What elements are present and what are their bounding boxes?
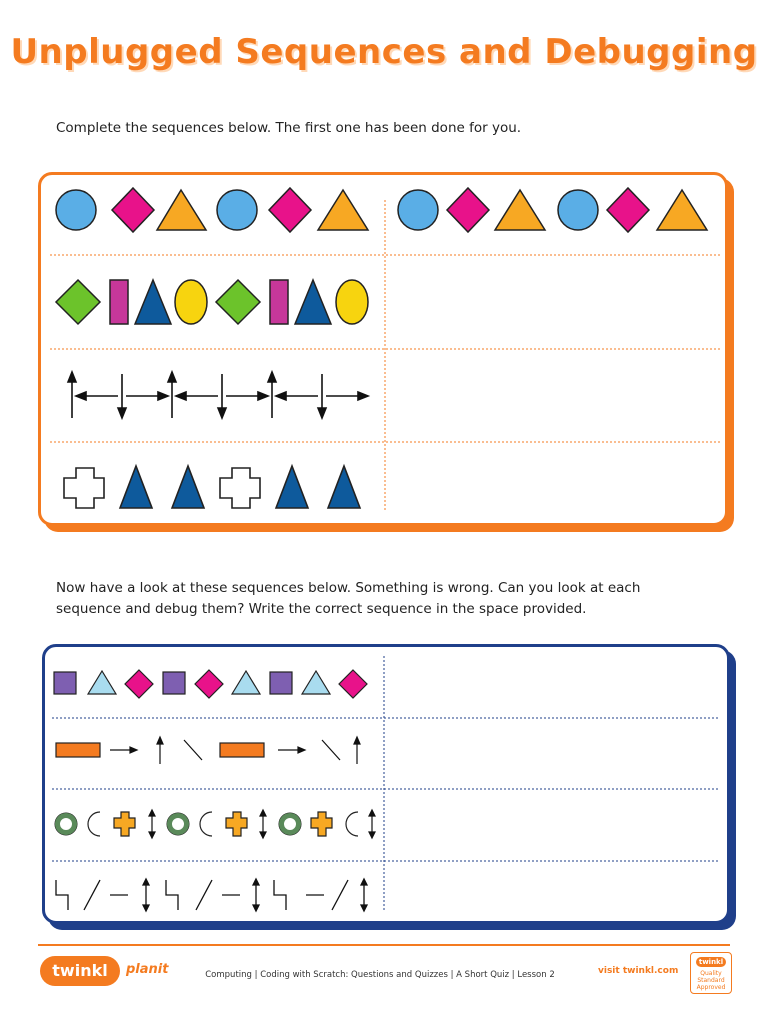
cross-shape: [114, 812, 135, 836]
ring-shape: [282, 816, 299, 833]
quality-standard-badge: [690, 952, 732, 994]
part2-row4-sequence: [56, 879, 367, 911]
cross-shape: [64, 468, 104, 508]
ring-shape: [170, 816, 187, 833]
instruction-debug-line1: Now have a look at these sequences below. Something is wrong. Can you look at each: [56, 580, 641, 596]
left-arrow: [176, 392, 218, 400]
triangle-shape: [135, 280, 171, 324]
triangle-shape: [276, 466, 308, 508]
diamond-shape: [125, 670, 153, 698]
part1-row1-sequence: [56, 188, 368, 232]
step-line: [274, 880, 286, 910]
diagonal-line: [322, 740, 340, 760]
right-arrow: [126, 392, 168, 400]
badge-logo: twinkl: [696, 957, 726, 967]
diamond-shape: [607, 188, 649, 232]
moon-shape: [346, 812, 358, 836]
moon-shape: [88, 812, 100, 836]
triangle-shape: [88, 671, 116, 694]
moon-shape: [200, 812, 212, 836]
rectangle-shape: [270, 280, 288, 324]
up-arrow: [157, 737, 163, 764]
triangle-shape: [295, 280, 331, 324]
page-title: Unplugged Sequences and Debugging: [10, 32, 758, 72]
updown-arrow: [260, 810, 266, 838]
cross-shape: [311, 812, 332, 836]
part2-row3-sequence: [55, 810, 375, 838]
triangle-shape: [157, 190, 206, 230]
diamond-shape: [269, 188, 311, 232]
up-arrow: [354, 737, 360, 764]
step-line: [56, 880, 68, 910]
part1-row4-sequence: [64, 466, 360, 508]
triangle-shape: [232, 671, 260, 694]
triangle-shape: [328, 466, 360, 508]
ring-shape: [58, 816, 75, 833]
footer-divider: [38, 944, 730, 946]
down-arrow: [318, 374, 326, 418]
right-arrow: [226, 392, 268, 400]
diamond-shape: [216, 280, 260, 324]
left-arrow: [276, 392, 318, 400]
right-arrow: [278, 747, 305, 753]
diagonal-line: [184, 740, 202, 760]
square-shape: [163, 672, 185, 694]
badge-text: Quality Standard Approved: [696, 970, 726, 991]
part1-row3-sequence: [68, 372, 368, 418]
circle-shape: [398, 190, 438, 230]
down-arrow: [218, 374, 226, 418]
updown-arrow: [369, 810, 375, 838]
updown-arrow: [253, 879, 259, 911]
triangle-shape: [302, 671, 330, 694]
diamond-shape: [112, 188, 154, 232]
triangle-shape: [318, 190, 368, 230]
up-arrow: [268, 372, 276, 418]
part2-row1-sequence: [54, 670, 367, 698]
box1-grid: [50, 200, 720, 512]
planit-logo: planit: [126, 962, 169, 977]
left-arrow: [76, 392, 118, 400]
instruction-complete: Complete the sequences below. The first one has been done for you.: [56, 120, 522, 136]
diamond-shape: [447, 188, 489, 232]
box2-grid: [52, 656, 718, 912]
updown-arrow: [143, 879, 149, 911]
step-line: [166, 880, 178, 910]
diamond-shape: [56, 280, 100, 324]
part2-row2-sequence: [56, 737, 360, 764]
diamond-shape: [195, 670, 223, 698]
square-shape: [270, 672, 292, 694]
cross-shape: [226, 812, 247, 836]
rectangle-shape: [220, 743, 264, 757]
rectangle-shape: [56, 743, 100, 757]
triangle-shape: [657, 190, 707, 230]
slash: [84, 880, 100, 910]
triangle-shape: [120, 466, 152, 508]
triangle-shape: [172, 466, 204, 508]
instruction-debug-line2: sequence and debug them? Write the correct sequence in the space provided.: [56, 601, 587, 617]
cross-shape: [220, 468, 260, 508]
updown-arrow: [361, 879, 367, 911]
visit-twinkl-link[interactable]: visit twinkl.com: [598, 966, 679, 976]
slash: [196, 880, 212, 910]
rectangle-shape: [110, 280, 128, 324]
footer-lesson-text: Computing | Coding with Scratch: Questions and Quizzes | A Short Quiz | Lesson 2: [205, 970, 555, 980]
circle-shape: [217, 190, 257, 230]
diamond-shape: [339, 670, 367, 698]
triangle-shape: [495, 190, 545, 230]
up-arrow: [68, 372, 76, 418]
square-shape: [54, 672, 76, 694]
twinkl-logo[interactable]: twinkl: [40, 956, 120, 986]
oval-shape: [336, 280, 368, 324]
updown-arrow: [149, 810, 155, 838]
oval-shape: [175, 280, 207, 324]
up-arrow: [168, 372, 176, 418]
circle-shape: [558, 190, 598, 230]
part1-row1-answer: [398, 188, 707, 232]
slash: [332, 880, 348, 910]
part1-row2-sequence: [56, 280, 368, 324]
circle-shape: [56, 190, 96, 230]
right-arrow: [110, 747, 137, 753]
right-arrow: [326, 392, 368, 400]
down-arrow: [118, 374, 126, 418]
